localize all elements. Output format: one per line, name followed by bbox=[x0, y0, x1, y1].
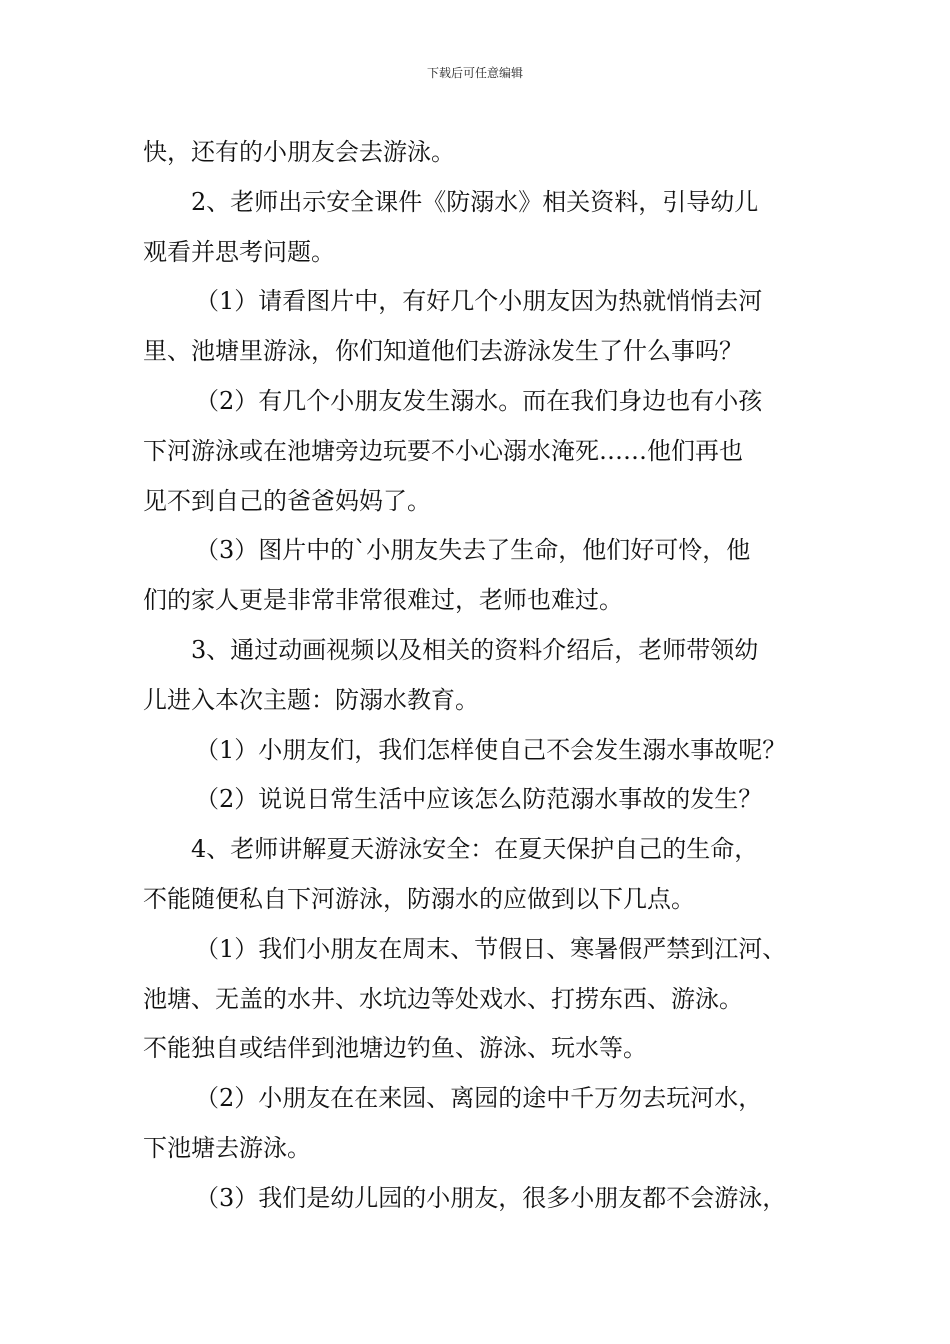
text-line: 下池塘去游泳。 bbox=[143, 1133, 311, 1162]
text-line: 2、老师出示安全课件《防溺水》相关资料，引导幼儿 bbox=[191, 187, 759, 216]
text-line: （1）请看图片中，有好几个小朋友因为热就悄悄去河 bbox=[195, 287, 763, 316]
text-line: 见不到自己的爸爸妈妈了。 bbox=[143, 486, 431, 515]
text-line: 不能独自或结伴到池塘边钓鱼、游泳、玩水等。 bbox=[143, 1034, 647, 1063]
text-line: 观看并思考问题。 bbox=[143, 237, 335, 266]
text-line: 4、老师讲解夏天游泳安全：在夏天保护自己的生命， bbox=[191, 835, 759, 864]
text-line: 下河游泳或在池塘旁边玩要不小心溺水淹死……他们再也 bbox=[143, 436, 743, 465]
text-line: 里、池塘里游泳，你们知道他们去游泳发生了什么事吗？ bbox=[143, 337, 743, 366]
page-header: 下载后可任意编辑 bbox=[426, 66, 523, 80]
text-line: （2）有几个小朋友发生溺水。而在我们身边也有小孩 bbox=[195, 386, 763, 415]
text-line: 3、通过动画视频以及相关的资料介绍后，老师带领幼 bbox=[191, 635, 759, 664]
text-line: （1）小朋友们，我们怎样使自己不会发生溺水事故呢？ bbox=[195, 735, 787, 764]
text-line: （1）我们小朋友在周末、节假日、寒暑假严禁到江河、 bbox=[195, 934, 787, 963]
text-line: 们的家人更是非常非常很难过，老师也难过。 bbox=[143, 586, 623, 615]
document-body bbox=[143, 128, 833, 1224]
text-line: 儿进入本次主题：防溺水教育。 bbox=[143, 685, 479, 714]
text-line: （3）图片中的`小朋友失去了生命，他们好可怜，他 bbox=[195, 536, 751, 565]
text-line: 不能随便私自下河游泳，防溺水的应做到以下几点。 bbox=[143, 884, 695, 913]
text-line: （2）小朋友在在来园、离园的途中千万勿去玩河水， bbox=[195, 1084, 763, 1113]
text-line: 池塘、无盖的水井、水坑边等处戏水、打捞东西、游泳。 bbox=[143, 984, 743, 1013]
text-line: （3）我们是幼儿园的小朋友，很多小朋友都不会游泳， bbox=[195, 1183, 787, 1212]
text-line: 快，还有的小朋友会去游泳。 bbox=[143, 138, 455, 166]
text-line: （2）说说日常生活中应该怎么防范溺水事故的发生？ bbox=[195, 785, 763, 814]
